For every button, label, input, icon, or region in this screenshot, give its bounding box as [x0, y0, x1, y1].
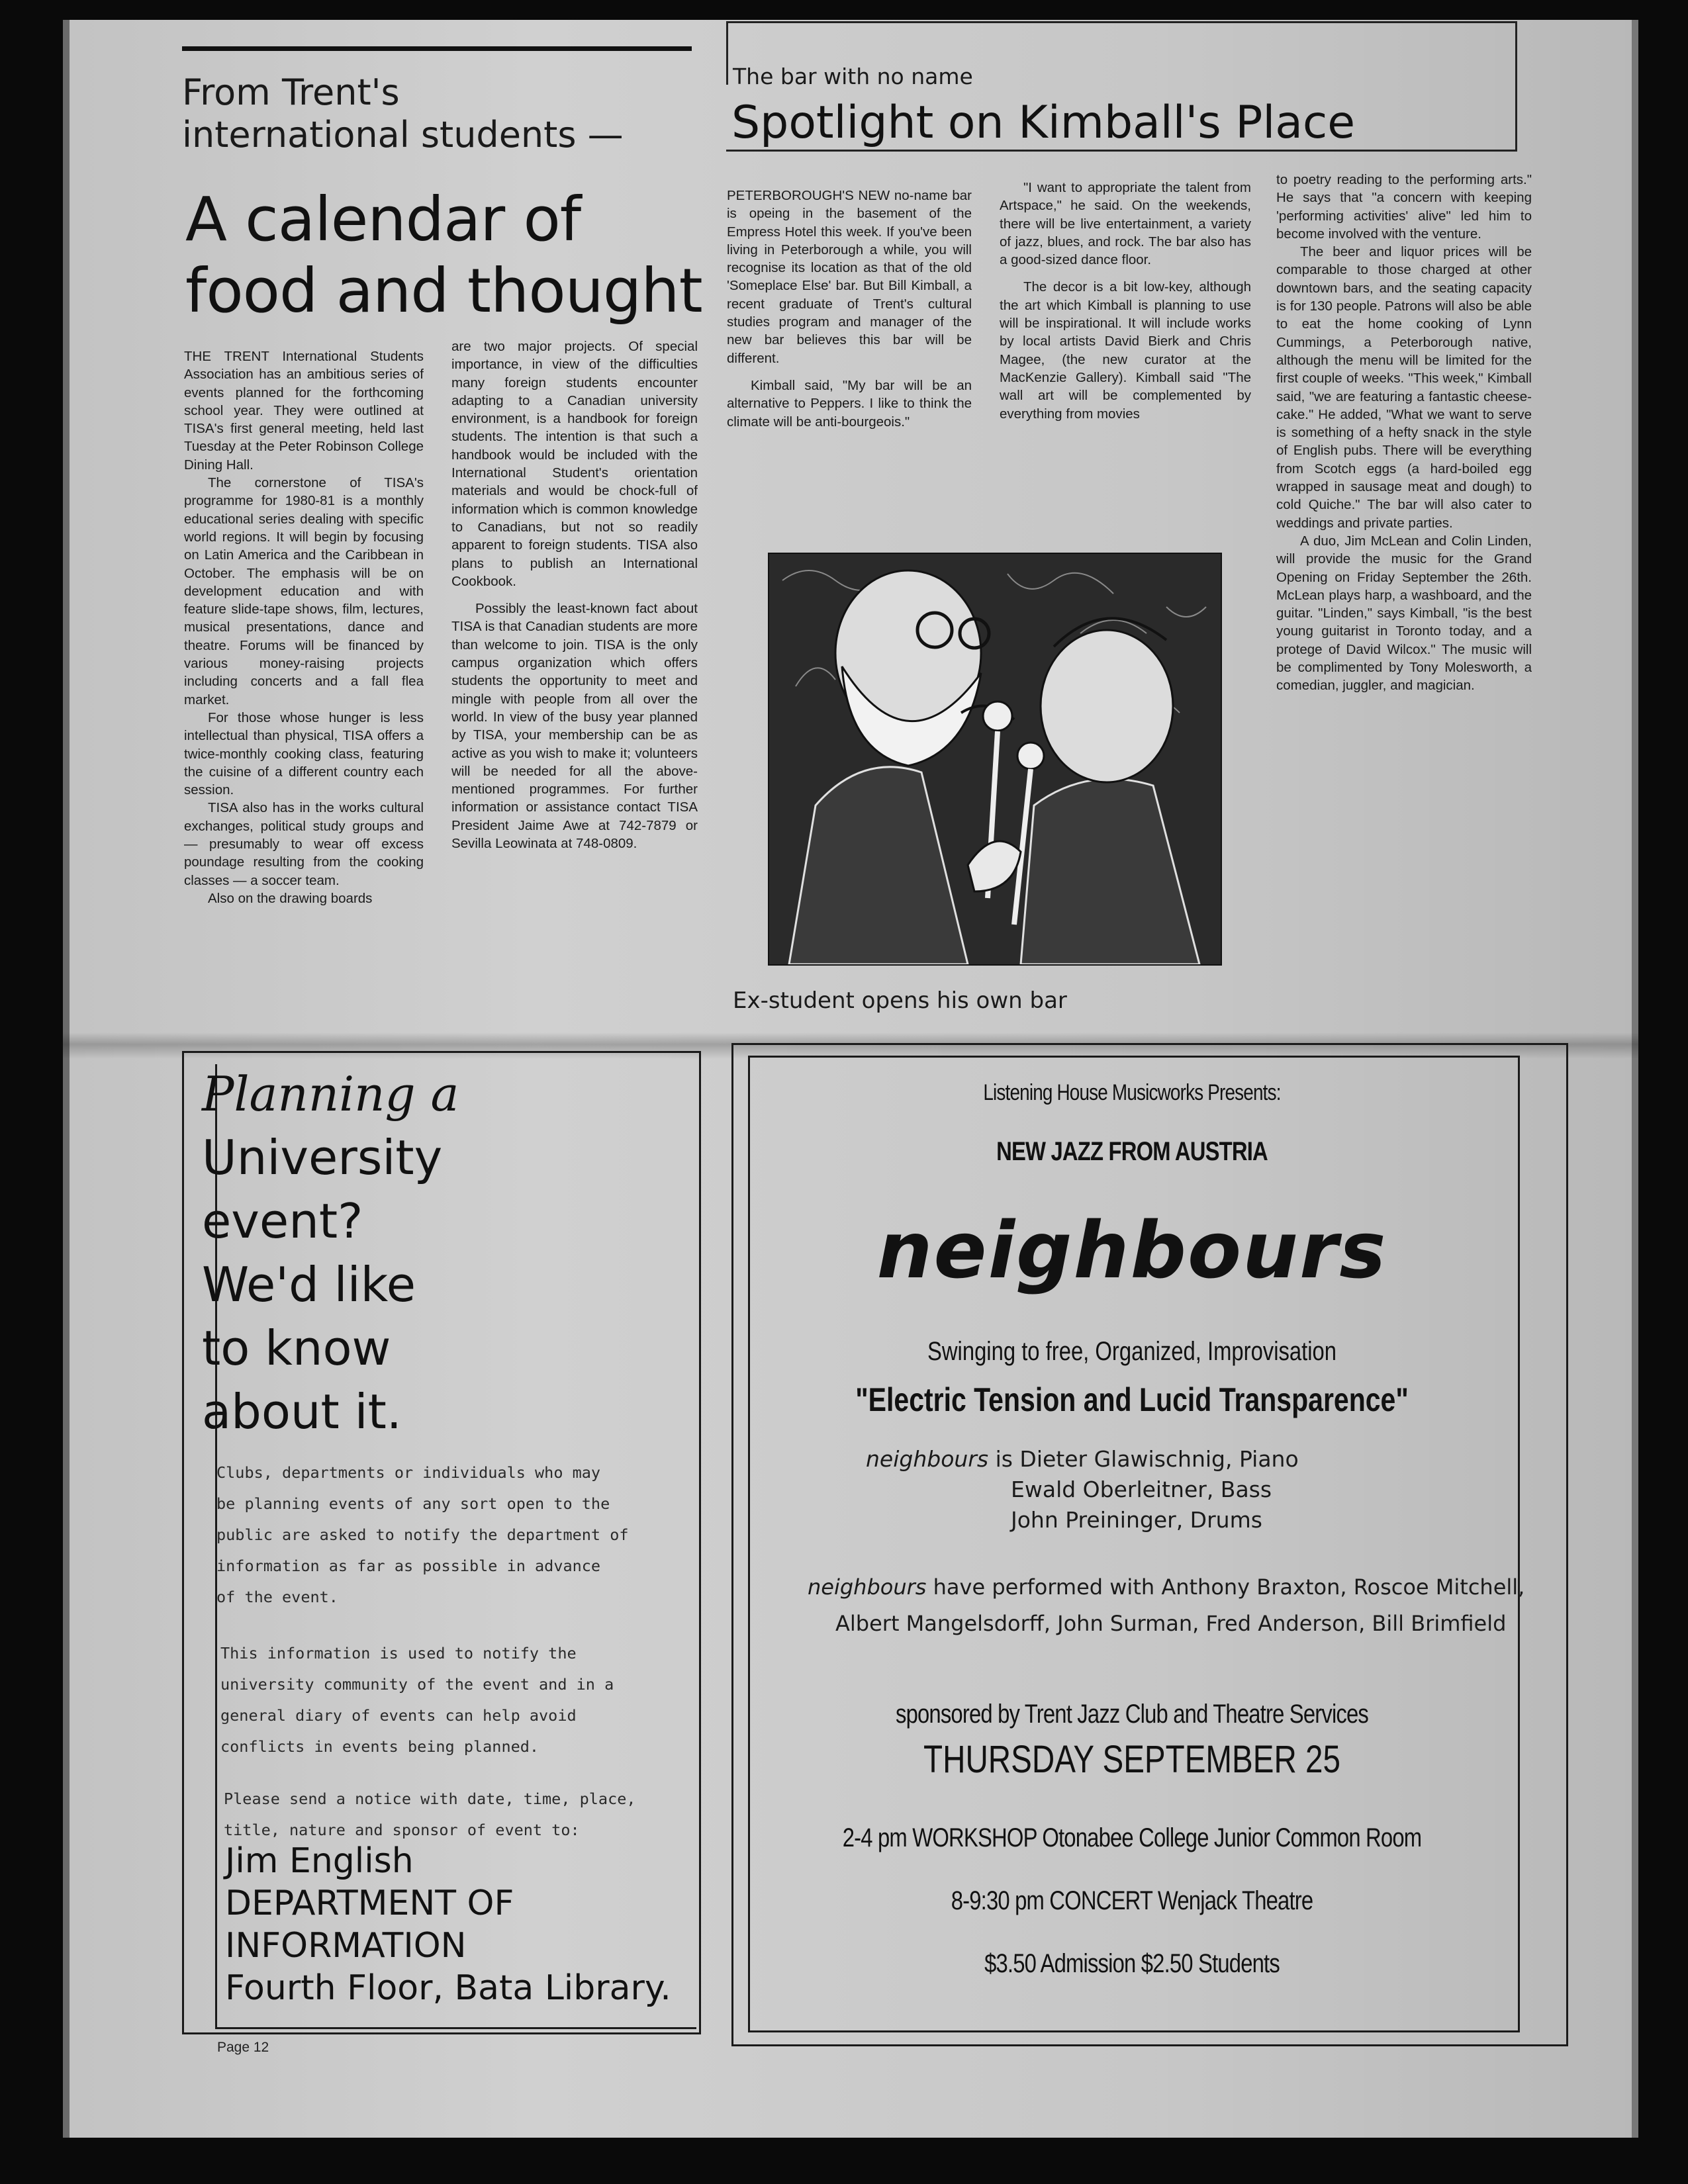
jazz-tagline: Swinging to free, Organized, Improvisation [927, 1337, 1337, 1366]
kimball-header-box-top [726, 21, 1515, 23]
planning-text-line: conflicts in events being planned. [220, 1737, 539, 1756]
jazz-lineup-line-1 [866, 1444, 1299, 1475]
jazz-performed-line-1 [808, 1572, 1524, 1602]
tisa-column-2 [451, 338, 698, 852]
planning-text-line: This information is used to notify the [220, 1644, 577, 1662]
jazz-subtitle: NEW JAZZ FROM AUSTRIA [996, 1137, 1268, 1166]
tisa-paragraph: TISA also has in the works cultural exchanges, political study groups and — presumably to wear off excess poundage resulting from the cooking classes — a soccer team. [184, 800, 424, 888]
planning-text-line: of the event. [216, 1588, 338, 1606]
planning-paragraph-1 [216, 1457, 629, 1613]
jazz-band-name: neighbours [876, 1205, 1387, 1296]
planning-text-line: Clubs, departments or individuals who may [216, 1463, 601, 1482]
tisa-paragraph: THE TRENT International Students Association has an ambitious series of events planned for the forthcoming school year. They were outlined at TISA's first general meeting, held last Tuesday at the Peter Robinson College Dining Hall. [184, 349, 424, 473]
page-left-shadow [63, 20, 70, 2138]
kimball-headline: Spotlight on Kimball's Place [731, 97, 1356, 149]
planning-text-line: university community of the event and in a [220, 1675, 614, 1694]
planning-paragraph-3 [224, 1784, 636, 1846]
cartoon-illustration [768, 553, 1222, 966]
jazz-sponsor: sponsored by Trent Jazz Club and Theatre Services [895, 1700, 1369, 1729]
jazz-lineup-member: John Preininger, Drums [1011, 1507, 1262, 1533]
tisa-headline-line: food and thought [185, 255, 702, 326]
jazz-performed-text: have performed with Anthony Braxton, Roscoe Mitchell, [933, 1574, 1525, 1600]
jazz-date: THURSDAY SEPTEMBER 25 [923, 1738, 1340, 1781]
kimball-paragraph: "I want to appropriate the talent from Artspace," he said. On the weekends, there will be live entertainment, a variety of jazz, blues, and rock. The bar also has a good-sized dance floor. [1000, 180, 1251, 268]
tisa-kicker-line: international students — [182, 114, 624, 156]
planning-headline [202, 1062, 692, 1443]
page-number: Page 12 [217, 2040, 269, 2055]
cartoon-caption: Ex-student opens his own bar [733, 987, 1067, 1014]
tisa-kicker [182, 71, 692, 156]
jazz-presenter: Listening House Musicworks Presents: [983, 1080, 1281, 1105]
contact-line: Fourth Floor, Bata Library. [225, 1968, 671, 2008]
planning-headline-line: Planning a [202, 1066, 459, 1122]
kimball-column-1 [727, 187, 972, 431]
jazz-performed-line-2: Albert Mangelsdorff, John Surman, Fred Anderson, Bill Brimfield [835, 1611, 1507, 1636]
kimball-paragraph: PETERBOROUGH'S NEW no-name bar is opeing in the basement of the Empress Hotel this week. If you've been living in Peterborough a while, you will recognise its location as that of the old 'Someplace Else' bar. But Bill Kimball, a recent graduate of Trent's cultural studies program and manager of the new bar believes this bar will be different. [727, 188, 972, 366]
planning-headline-line: to know [202, 1320, 391, 1376]
planning-headline-line: event? [202, 1193, 363, 1249]
planning-contact [225, 1840, 702, 2009]
tisa-kicker-line: From Trent's [182, 71, 400, 113]
page-right-shadow [1632, 20, 1638, 2138]
kimball-column-3 [1276, 171, 1532, 695]
kimball-paragraph: The beer and liquor prices will be comparable to those charged at other downtown bars, and the seating capacity is for 130 people. Patrons will also be able to eat the home cooking of Lynn Cummings, a Peterborough native, although the menu will be limited for the first couple of weeks. "This week," Kimball said, "we are featuring a fantastic cheese-cake." He added, "What we want to serve is something of a hefty snack in the style of English pubs. There will be everything from Scotch eggs (a hard-boiled egg wrapped in sausage meat and dough) to cold Quiche." The bar will also cater to weddings and private parties. [1276, 244, 1532, 531]
jazz-performed-band: neighbours [808, 1574, 927, 1600]
planning-text-line: be planning events of any sort open to the [216, 1494, 610, 1513]
tisa-column-1 [184, 347, 424, 907]
tisa-headline-line: A calendar of [185, 184, 581, 255]
kimball-paragraph: A duo, Jim McLean and Colin Linden, will provide the music for the Grand Opening on Friday September the 26th. McLean plays harp, a washboard, and the guitar. "Linden," says Kimball, "is the best young guitarist in Toronto today, and a protege of David Wilcox." The music will be complimented by Tony Molesworth, a comedian, juggler, and magician. [1276, 533, 1532, 694]
jazz-quote: "Electric Tension and Lucid Transparence" [855, 1381, 1409, 1418]
kimball-paragraph: Kimball said, "My bar will be an alternative to Peppers. I like to think the climate will be anti-bourgeois." [727, 377, 972, 430]
planning-text-line: Please send a notice with date, time, place, [224, 1790, 636, 1808]
kimball-paragraph: to poetry reading to the performing arts." He says that "a concern with keeping 'performing activities' alive" led him to become involved with the venture. [1276, 172, 1532, 242]
kimball-kicker: The bar with no name [733, 64, 973, 89]
planning-text-line: public are asked to notify the department of [216, 1525, 629, 1544]
planning-paragraph-2 [220, 1638, 614, 1762]
jazz-lineup-band: neighbours [866, 1446, 989, 1472]
planning-headline-line: We'd like [202, 1257, 416, 1312]
contact-line: Jim English [225, 1841, 414, 1881]
planning-text-line: title, nature and sponsor of event to: [224, 1821, 580, 1839]
contact-line: DEPARTMENT OF [225, 1884, 514, 1923]
jazz-admission: $3.50 Admission $2.50 Students [984, 1949, 1280, 1978]
jazz-lineup-member: Ewald Oberleitner, Bass [1011, 1477, 1272, 1502]
planning-headline-line: about it. [202, 1384, 402, 1439]
tisa-headline [185, 184, 708, 327]
tisa-paragraph: Also on the drawing boards [208, 890, 373, 906]
planning-headline-line: University [202, 1130, 443, 1185]
jazz-lineup-member: is Dieter Glawischnig, Piano [995, 1446, 1299, 1472]
kimball-column-2 [1000, 179, 1251, 423]
tisa-paragraph: are two major projects. Of special importance, in view of the difficulties many foreign students encounter adapting to a Canadian university environment, is a handbook for foreign students. The intention is that such a handbook would be included with the International Student's orientation materials and would be chock-full of information which is common knowledge to Canadians, but not so readily apparent to foreign students. TISA also plans to publish an International Cookbook. [451, 339, 698, 589]
jazz-concert: 8-9:30 pm CONCERT Wenjack Theatre [951, 1886, 1313, 1915]
planning-text-line: general diary of events can help avoid [220, 1706, 577, 1725]
tisa-paragraph: Possibly the least-known fact about TISA is that Canadian students are more than welcome to join. TISA is the only campus organization which offers students the opportunity to meet and mingle with people from all over the world. In view of the busy year planned by TISA, your membership can be as active as you wish to make it; volunteers will be needed for all the above-mentioned programmes. For further information or assistance contact TISA President Jaime Awe at 742-7879 or Sevilla Leowinata at 748-0809. [451, 601, 698, 852]
article-rule [182, 46, 692, 51]
kimball-header-box-left [726, 21, 728, 85]
tisa-paragraph: The cornerstone of TISA's programme for 1980-81 is a monthly educational series dealing with specific world regions. It will begin by focusing on Latin America and the Caribbean in October. The emphasis will be on development education and with feature slide-tape shows, film, lectures, musical presentations, dance and theatre. Forums will be financed by various money-raising projects including concerts and a fall flea market. [184, 475, 424, 707]
tisa-paragraph: For those whose hunger is less intellectual than physical, TISA offers a twice-monthly cooking class, featuring the cuisine of a different country each session. [184, 709, 424, 798]
planning-text-line: information as far as possible in advance [216, 1557, 601, 1575]
jazz-workshop: 2-4 pm WORKSHOP Otonabee College Junior Common Room [842, 1823, 1422, 1852]
kimball-paragraph: The decor is a bit low-key, although the art which Kimball is planning to use will be inspirational. It will include works by local artists David Bierk and Chris Magee, (the new curator at the MacKenzie Gallery). Kimball said "The wall art will be complemented by everything from movies [1000, 279, 1251, 422]
contact-line: INFORMATION [225, 1926, 467, 1966]
cartoon-drawing [769, 554, 1221, 964]
